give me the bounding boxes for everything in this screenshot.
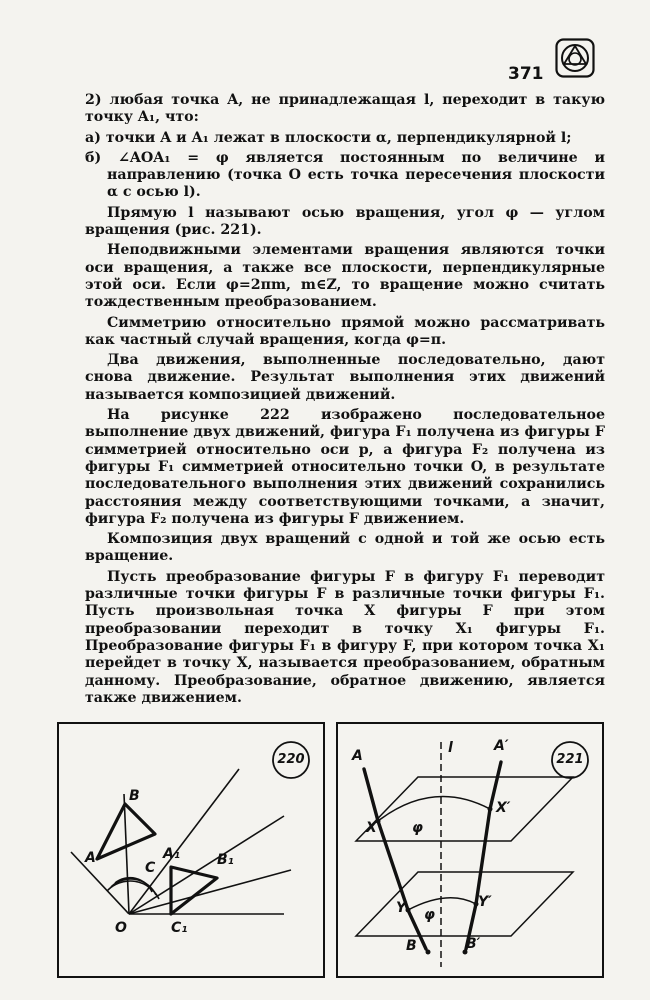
label-l: l — [448, 740, 453, 756]
figure-221 — [336, 722, 604, 978]
figure-220 — [57, 722, 325, 978]
label-Y-prime: Y′ — [478, 894, 492, 910]
paragraph: Симметрию относительно прямой можно рассматривать как частный случай вращения, когда φ=π. — [85, 314, 605, 348]
body-text — [85, 92, 605, 710]
label-A: A — [352, 748, 363, 764]
label-A1: A₁ — [163, 846, 180, 862]
paragraph: 2) любая точка A, не принадлежащая l, переходит в такую точку A₁, что: — [85, 92, 605, 126]
paragraph: Неподвижными элементами вращения являются точки оси вращения, а также все плоскости, перпендикулярные этой оси. Если φ=2πm, m∈Z, то вращение можно считать тождественным преобразованием. — [85, 242, 605, 311]
paragraph: Пусть преобразование фигуры F в фигуру F₁ переводит различные точки фигуры F в различные точки фигуры F₁. Пусть произвольная точка X фигуры F при этом преобразовании переходит в точку X₁ фигуры F₁. Преобразование фигуры F₁ в фигуру F, при котором точка X₁ перейдет в точку X, называется преобразованием, обратным данному. Преобразование, обратное движению, является также движением. — [85, 568, 605, 706]
label-X: X — [366, 820, 377, 836]
label-C1: C₁ — [171, 920, 188, 936]
label-B: B — [129, 788, 140, 804]
paragraph: Композиция двух вращений с одной и той же осью есть вращение. — [85, 531, 605, 565]
paragraph: Два движения, выполненные последовательно, дают снова движение. Результат выполнения этих движений называется композицией движений. — [85, 352, 605, 403]
label-phi-bottom: φ — [424, 907, 435, 923]
paragraph: б) ∠AOA₁ = φ является постоянным по величине и направлению (точка O есть точка пересечения плоскости α с осью l). — [85, 149, 605, 201]
label-C: C — [145, 860, 156, 876]
paragraph: Прямую l называют осью вращения, угол φ — углом вращения (рис. 221). — [85, 204, 605, 239]
label-B: B — [406, 938, 417, 954]
label-O: O — [115, 920, 127, 936]
textbook-logo-icon — [555, 38, 595, 78]
label-B1: B₁ — [217, 852, 234, 868]
page-number: 371 — [508, 64, 544, 84]
figure-220-badge: 220 — [277, 752, 305, 767]
label-Y: Y — [396, 900, 407, 916]
label-A-prime: A′ — [494, 738, 509, 754]
label-X-prime: X′ — [496, 800, 511, 816]
figure-221-badge: 221 — [556, 752, 584, 767]
label-B-prime: B′ — [466, 936, 481, 952]
paragraph: а) точки A и A₁ лежат в плоскости α, перпендикулярной l; — [85, 129, 572, 146]
label-A: A — [85, 850, 96, 866]
label-phi-top: φ — [412, 820, 423, 836]
paragraph: На рисунке 222 изображено последовательное выполнение двух движений, фигура F₁ получена из фигуры F симметрией относительно оси p, а фигура F₂ получена из фигуры F₁ симметрией относительно точки O, в результате последовательного выполнения этих движений сохранились расстояния между соответствующими точками, а значит, фигура F₂ получена из фигуры F движением. — [85, 407, 605, 527]
